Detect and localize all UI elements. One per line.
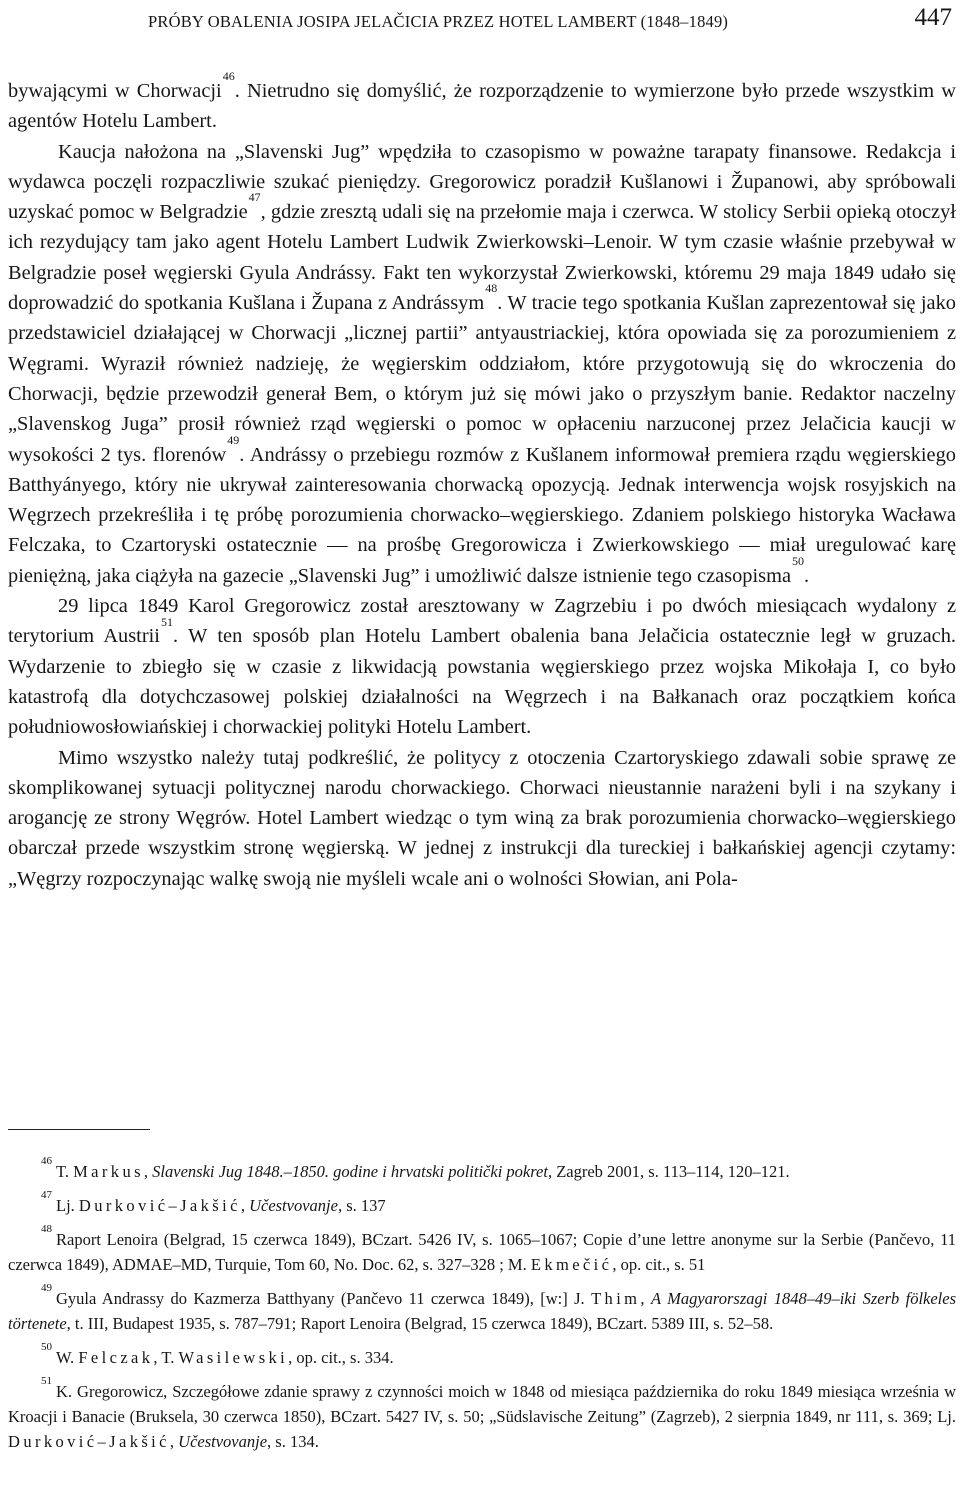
text-segment: . (804, 564, 810, 587)
running-title: PRÓBY OBALENIA JOSIPA JELAČICIA PRZEZ HOTEL LAMBERT (1848–1849) (148, 12, 729, 31)
footnote-text: , (240, 1196, 250, 1215)
page-number: 447 (914, 4, 952, 31)
footnote-number: 48 (41, 1222, 52, 1235)
text-segment: . W tracie tego spotkania Kušlan zaprezentował się jako przedstawiciel działającej w Chorwacji „licznej partii” antyaustriackiej, która opowiada się za porozumieniem z Węgrami. Wyraził również nadzieję, że węgierskim oddziałom, które przygotowują się do wkroczenia do Chorwacji, będzie przewodził generał Bem, o którym już się mówi jako o przyszłym banie. Redaktor naczelny „Slavenskog Juga” prosił również rząd węgierski o pomoc w opłaceniu narzuconej przez Jelačicia kaucji w wysokości 2 tys. florenów (8, 292, 956, 466)
footnote-47 (8, 1188, 956, 1218)
footnote-ref-47[interactable]: 47 (248, 190, 261, 205)
page-header (10, 4, 952, 36)
footnote-author: Markus (73, 1162, 144, 1181)
footnote-text: , (143, 1162, 153, 1181)
footnote-50 (8, 1340, 956, 1370)
footnote-number: 51 (41, 1374, 52, 1387)
footnote-title: A Magyarorszagi 1848–49–iki Szerb fölkeles törtenete (8, 1289, 957, 1333)
text-segment: . W ten sposób plan Hotelu Lambert obalenia bana Jelačicia ostatecznie legł w gruzach. Wydarzenie to zbiegło się w czasie z likwidacją powstania węgierskiego przez wojska Mikołaja I, co było katastrofą dla dotychczasowej polskiej działalności na Węgrzech i na Bałkanach oraz początkiem końca południowosłowiańskiej i chorwackiej polityki Hotelu Lambert. (8, 625, 957, 739)
footnote-ref-50[interactable]: 50 (792, 553, 805, 568)
text-segment: Mimo wszystko należy tutaj podkreślić, że politycy z otoczenia Czartoryskiego zdawali sobie sprawę ze skomplikowanej sytuacji politycznej narodu chorwackiego. Chorwaci nieustannie narażeni byli i na szykany i arogancję ze strony Węgrów. Hotel Lambert wiedząc o tym winą za brak porozumienia chorwacko–węgierskiego obarczał przede wszystkim stronę węgierską. W jednej z instrukcji dla tureckiej i bałkańskiej agencji czytamy: „Węgrzy rozpoczynając walkę swoją nie myśleli wcale ani o wolności Słowian, ani Pola- (8, 746, 956, 890)
footnote-author: Felczak (78, 1348, 154, 1367)
footnote-text: , s. 134. (267, 1432, 319, 1451)
paragraph-3 (8, 591, 956, 742)
footnotes (8, 1154, 957, 1463)
footnote-author: Wasilewski (178, 1348, 289, 1367)
footnote-text: , (169, 1432, 179, 1451)
footnote-48 (8, 1222, 956, 1277)
footnote-49 (8, 1281, 957, 1336)
text-segment: 29 lipca 1849 Karol Gregorowicz został aresztowany w Zagrzebiu i po dwóch miesiącach wydalony z terytorium Austrii (8, 595, 956, 648)
footnote-title: Učestvovanje (249, 1196, 338, 1215)
main-text (8, 69, 957, 894)
footnote-title: Slavenski Jug 1848.–1850. godine i hrvatski politički pokret (152, 1162, 548, 1181)
text-segment: . Andrássy o przebiegu rozmów z Kušlanem informował premiera rządu węgierskiego Batthyányego, który nie ukrywał zainteresowania chorwacką opozycją. Jednak interwencja wojsk rosyjskich na Węgrzech przekreśliła i tę próbę porozumienia chorwacko–węgierskiego. Zdaniem polskiego historyka Wacława Felczaka, to Czartoryski ostatecznie — na prośbę Gregorowicza i Zwierkowskiego — miał uregulować karę pieniężną, jaka ciążyła na gazecie „Slavenski Jug” i umożliwić dalsze istnienie tego czasopisma (8, 443, 956, 587)
footnote-text: , Zagreb 2001, s. 113–114, 120–121. (547, 1162, 790, 1181)
footnote-ref-49[interactable]: 49 (227, 432, 240, 447)
text-segment: Kaucja nałożona na „Slavenski Jug” wpędziła to czasopismo w poważne tarapaty finansowe. Redakcja i wydawca poczęli rozpaczliwie szukać pieniędzy. Gregorowicz poradził Kušlanowi i Županowi, aby spróbowali uzyskać pomoc w Belgradzie (8, 140, 956, 224)
footnote-46 (8, 1154, 956, 1184)
paragraph-4 (8, 743, 956, 894)
footnote-divider (8, 1129, 150, 1130)
text-segment: bywającymi w Chorwacji (8, 80, 222, 102)
footnote-author: Durković–Jakšić (8, 1432, 170, 1451)
footnote-text: T. (56, 1162, 74, 1181)
footnote-text: K. Gregorowicz, Szczegółowe zdanie sprawy z czynności moich w 1848 od miesiąca października do roku 1849 miesiąca września w Kroacji i Banacie (Bruksela, 30 czerwca 1850), BCzart. 5427 IV, s. 50; „Südslavische Zeitung” (Zagrzeb), 2 sierpnia 1849, nr 111, s. 369; Lj. (8, 1382, 956, 1426)
footnote-author: Ekmečić (530, 1255, 613, 1274)
footnote-text: Gyula Andrassy do Kazmerza Batthyany (Pančevo 11 czerwca 1849), [w:] J. (56, 1289, 592, 1308)
footnote-text: , T. (153, 1348, 179, 1367)
footnote-number: 50 (41, 1340, 52, 1353)
footnote-title: Učestvovanje (178, 1432, 268, 1451)
footnote-ref-51[interactable]: 51 (160, 614, 173, 629)
footnote-author: Durković–Jakšić (78, 1196, 241, 1215)
footnote-text: , s. 137 (337, 1196, 386, 1215)
paragraph-2 (8, 137, 956, 591)
footnote-author: Thim (591, 1289, 641, 1308)
footnote-number: 46 (41, 1154, 52, 1167)
footnote-ref-46[interactable]: 46 (222, 69, 235, 84)
text-segment: , gdzie zresztą udali się na przełomie maja i czerwca. W stolicy Serbii opieką otoczył ich rezydujący tam jako agent Hotelu Lambert Ludwik Zwierkowski–Lenoir. W tym czasie właśnie przebywał w Belgradzie poseł węgierski Gyula Andrássy. Fakt ten wykorzystał Zwierkowski, któremu 29 maja 1849 udało się doprowadzić do spotkania Kušlana i Župana z Andrássym (8, 201, 956, 315)
footnote-text: , t. III, Budapest 1935, s. 787–791; Raport Lenoira (Belgrad, 15 czerwca 1849), BCzart. 5389 III, s. 52–58. (66, 1314, 774, 1333)
footnote-number: 47 (41, 1188, 52, 1201)
footnote-number: 49 (41, 1281, 52, 1294)
footnote-text: W. (56, 1348, 79, 1367)
footnote-51 (8, 1374, 956, 1454)
footnote-text: , op. cit., s. 51 (612, 1255, 706, 1274)
footnote-text: , (640, 1289, 651, 1308)
footnote-text: , op. cit., s. 334. (288, 1348, 394, 1367)
paragraph-1 (8, 69, 956, 137)
text-segment: . Nietrudno się domyślić, że rozporządzenie to wymierzone było przede wszystkim w agentów Hotelu Lambert. (8, 80, 956, 133)
footnote-text: Raport Lenoira (Belgrad, 15 czerwca 1849), BCzart. 5426 IV, s. 1065–1067; Copie d’une lettre anonyme sur la Serbie (Pančevo, 11 czerwca 1849), ADMAE–MD, Turquie, Tom 60, No. Doc. 62, s. 327–328 ; M. (8, 1230, 956, 1274)
footnote-ref-48[interactable]: 48 (485, 281, 498, 296)
footnote-text: Lj. (56, 1196, 79, 1215)
